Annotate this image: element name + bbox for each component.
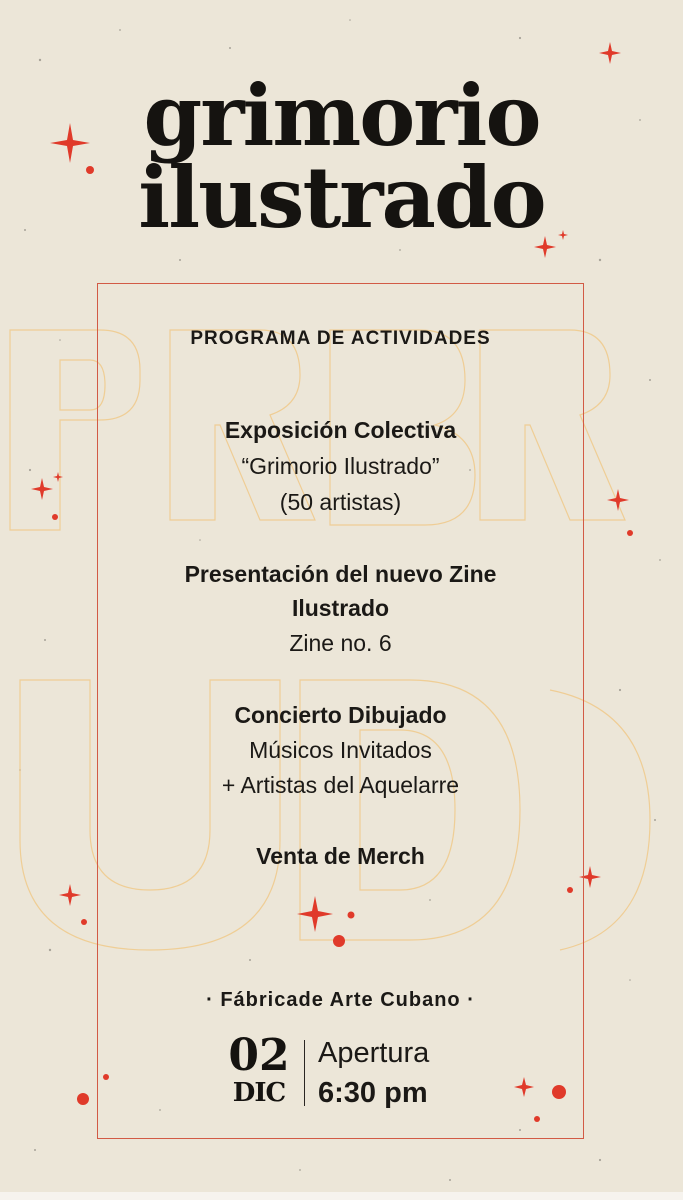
activity-1-detail-2: (50 artistas) (279, 489, 402, 515)
activity-2-title-2: Ilustrado (291, 595, 390, 621)
venue-name: · Fábricade Arte Cubano · (206, 989, 475, 1011)
poster-title-line-1: grimorio (143, 66, 540, 165)
activity-1-detail-1: “Grimorio Ilustrado” (241, 453, 440, 479)
activity-3-detail-2: + Artistas del Aquelarre (221, 772, 460, 798)
date-divider (304, 1040, 305, 1106)
event-time: 6:30 pm (318, 1077, 428, 1109)
bottom-strip (0, 1192, 683, 1200)
activity-3-detail-1: Músicos Invitados (249, 737, 432, 763)
activity-2-detail-1: Zine no. 6 (289, 630, 392, 656)
event-month: DIC (232, 1078, 286, 1108)
activity-4-title: Venta de Merch (256, 843, 425, 869)
program-heading: PROGRAMA DE ACTIVIDADES (190, 328, 491, 349)
activity-3-title: Concierto Dibujado (234, 702, 447, 728)
event-day: 02 (228, 1030, 290, 1081)
activity-1-title: Exposición Colectiva (224, 417, 457, 443)
event-label: Apertura (318, 1037, 430, 1069)
activity-2-title-1: Presentación del nuevo Zine (184, 561, 497, 587)
poster-title-line-2: ilustrado (138, 148, 545, 247)
